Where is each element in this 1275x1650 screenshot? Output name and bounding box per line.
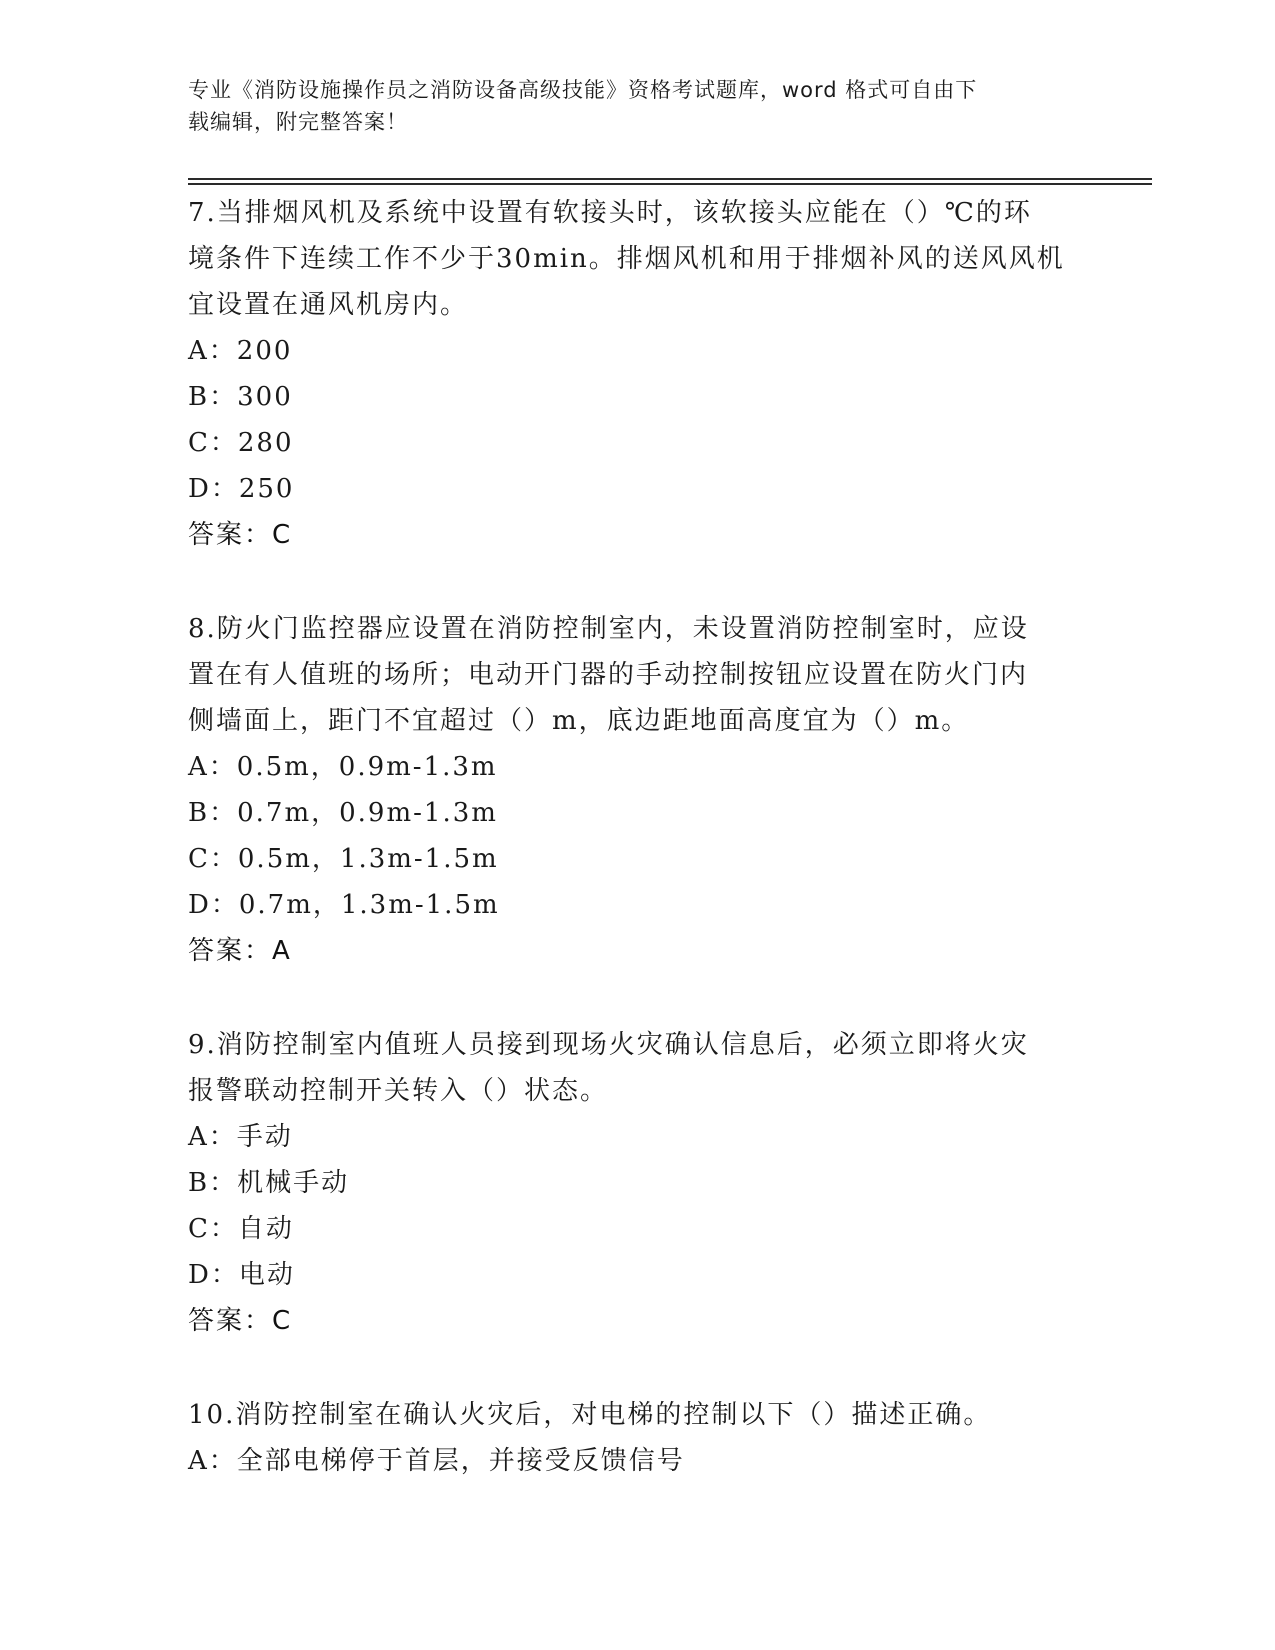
- answer: 答案：A: [188, 936, 292, 966]
- option-a: A：全部电梯停于首层，并接受反馈信号: [188, 1446, 685, 1476]
- option-d: D：0.7m，1.3m-1.5m: [188, 890, 500, 920]
- question-stem-line: 10.消防控制室在确认火灾后，对电梯的控制以下（）描述正确。: [188, 1400, 992, 1430]
- option-a: A：200: [188, 336, 293, 366]
- question-stem-line: 宜设置在通风机房内。: [188, 290, 469, 320]
- answer: 答案：C: [188, 520, 293, 550]
- question-10: [188, 1392, 1088, 1484]
- option-b: B：300: [188, 382, 293, 412]
- option-b: B：机械手动: [188, 1168, 350, 1198]
- option-c: C：0.5m，1.3m-1.5m: [188, 844, 499, 874]
- option-a: A：0.5m，0.9m-1.3m: [188, 752, 498, 782]
- option-d: D：电动: [188, 1260, 295, 1290]
- question-8: [188, 606, 1088, 974]
- header-divider-top: [188, 178, 1152, 180]
- answer: 答案：C: [188, 1306, 293, 1336]
- option-d: D：250: [188, 474, 295, 504]
- question-stem-line: 8.防火门监控器应设置在消防控制室内，未设置消防控制室时，应设: [188, 614, 1029, 644]
- question-stem-line: 9.消防控制室内值班人员接到现场火灾确认信息后，必须立即将火灾: [188, 1030, 1029, 1060]
- question-stem-line: 7.当排烟风机及系统中设置有软接头时，该软接头应能在（）℃的环: [188, 198, 1032, 228]
- question-7: [188, 190, 1088, 558]
- document-header: [188, 74, 1068, 138]
- header-divider-bottom: [188, 183, 1152, 185]
- question-stem-line: 报警联动控制开关转入（）状态。: [188, 1076, 609, 1106]
- header-line-1: 专业《消防设施操作员之消防设备高级技能》资格考试题库，word 格式可自由下: [188, 78, 978, 102]
- header-line-2: 载编辑，附完整答案！: [188, 110, 408, 134]
- option-b: B：0.7m，0.9m-1.3m: [188, 798, 498, 828]
- option-c: C：自动: [188, 1214, 294, 1244]
- option-a: A：手动: [188, 1122, 293, 1152]
- question-stem-line: 侧墙面上，距门不宜超过（）m，底边距地面高度宜为（）m。: [188, 706, 970, 736]
- question-stem-line: 境条件下连续工作不少于30min。排烟风机和用于排烟补风的送风风机: [188, 244, 1065, 274]
- question-9: [188, 1022, 1088, 1344]
- question-stem-line: 置在有人值班的场所；电动开门器的手动控制按钮应设置在防火门内: [188, 660, 1029, 690]
- option-c: C：280: [188, 428, 294, 458]
- question-list: [188, 190, 1088, 1484]
